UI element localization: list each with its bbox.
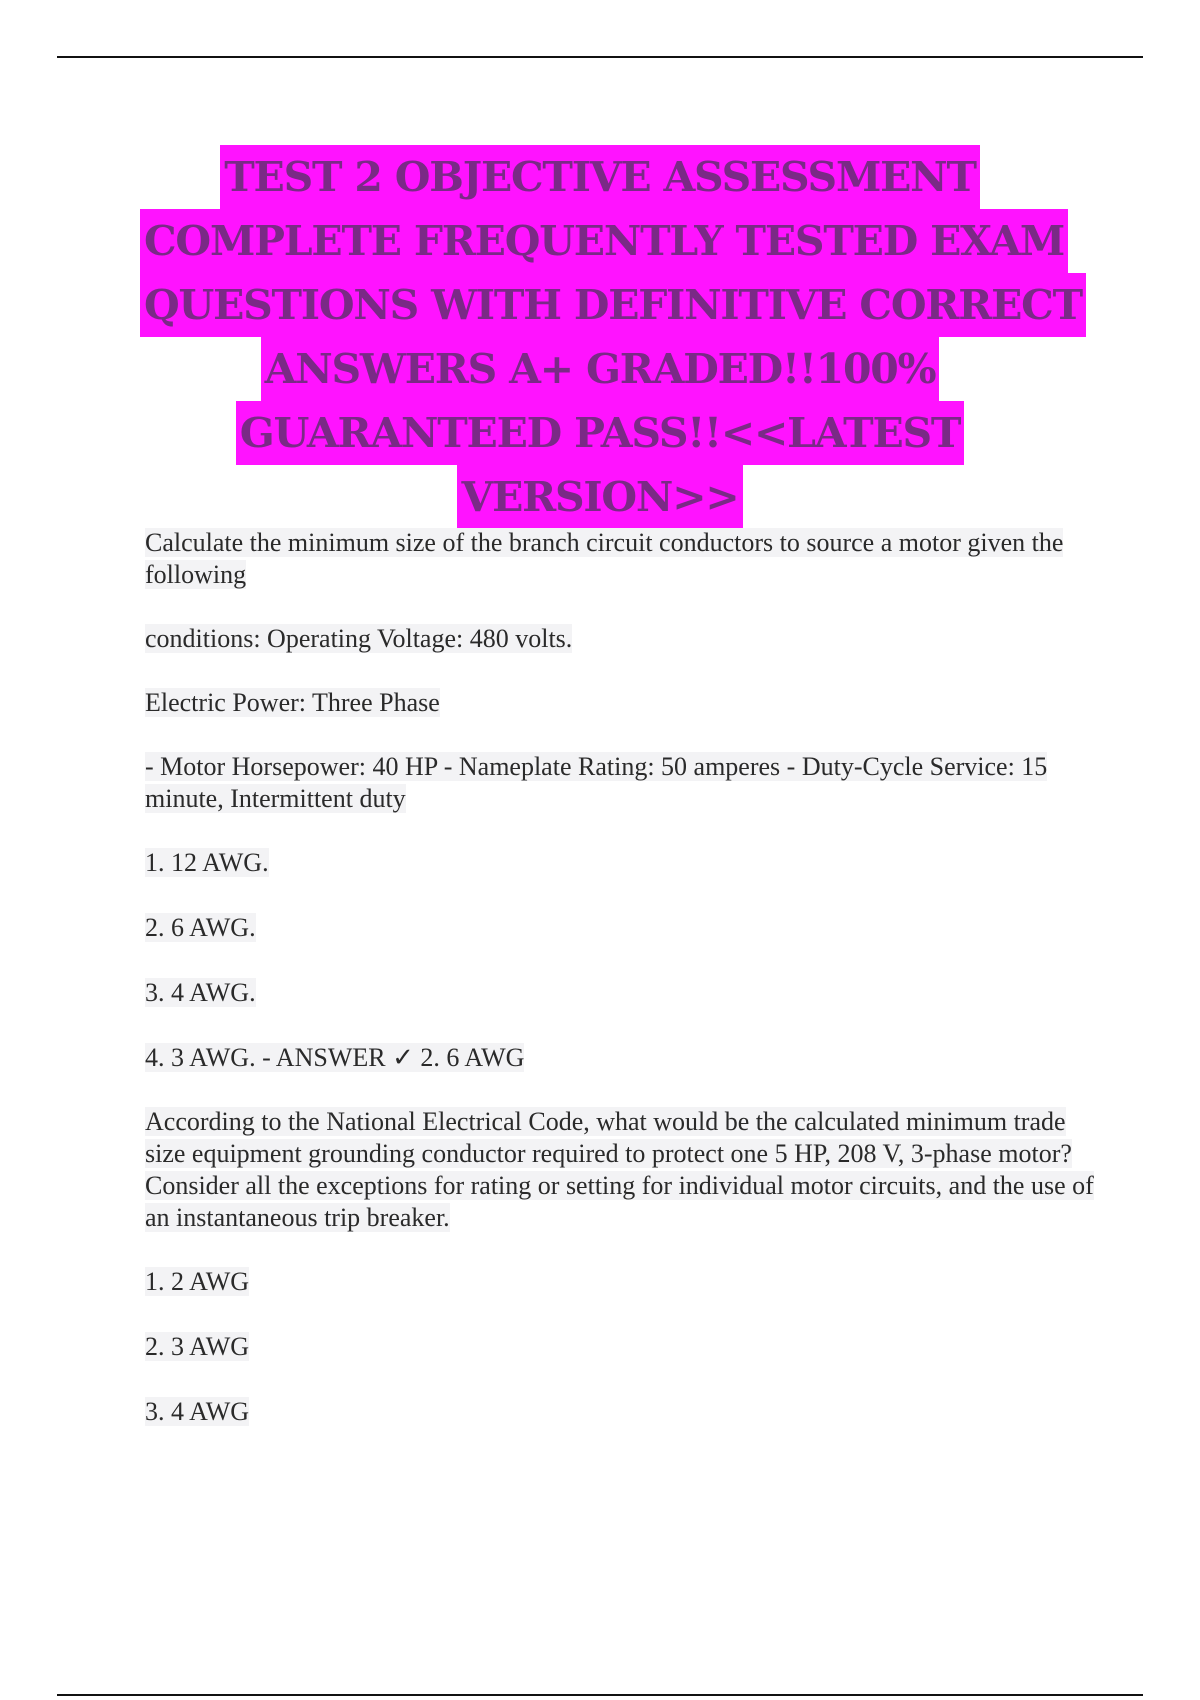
title-line-4: ANSWERS A+ GRADED!!100% <box>261 337 940 401</box>
question-1-option-3: 3. 4 AWG. <box>145 978 256 1007</box>
question-1-intro: Calculate the minimum size of the branch circuit conductors to source a motor given the following <box>145 528 1064 589</box>
question-1-option-4-answer: 4. 3 AWG. - ANSWER ✓ 2. 6 AWG <box>145 1043 525 1072</box>
question-1-specs: - Motor Horsepower: 40 HP - Nameplate Rating: 50 amperes - Duty-Cycle Service: 15 minute, Intermittent duty <box>145 752 1048 813</box>
title-line-6: VERSION>> <box>457 465 742 529</box>
question-2-option-3: 3. 4 AWG <box>145 1397 250 1426</box>
question-2-text: According to the National Electrical Code, what would be the calculated minimum trade size equipment grounding conductor required to protect one 5 HP, 208 V, 3-phase motor? Consider all the exceptions for rating or setting for individual motor circuits, and the use of an instantaneous trip breaker. <box>145 1107 1094 1232</box>
document-title <box>140 145 1082 529</box>
question-2-option-1: 1. 2 AWG <box>145 1267 250 1296</box>
document-body <box>145 527 1095 1460</box>
question-1-option-1: 1. 12 AWG. <box>145 848 269 877</box>
title-line-1: TEST 2 OBJECTIVE ASSESSMENT <box>220 145 980 209</box>
question-1-conditions: conditions: Operating Voltage: 480 volts. <box>145 624 573 653</box>
title-line-3: QUESTIONS WITH DEFINITIVE CORRECT <box>140 273 1086 337</box>
top-rule <box>57 56 1143 58</box>
question-1-option-2: 2. 6 AWG. <box>145 913 256 942</box>
title-line-5: GUARANTEED PASS!!<<LATEST <box>236 401 964 465</box>
question-2-option-2: 2. 3 AWG <box>145 1332 250 1361</box>
question-1-power: Electric Power: Three Phase <box>145 688 440 717</box>
bottom-rule <box>57 1694 1143 1696</box>
title-line-2: COMPLETE FREQUENTLY TESTED EXAM <box>140 209 1068 273</box>
